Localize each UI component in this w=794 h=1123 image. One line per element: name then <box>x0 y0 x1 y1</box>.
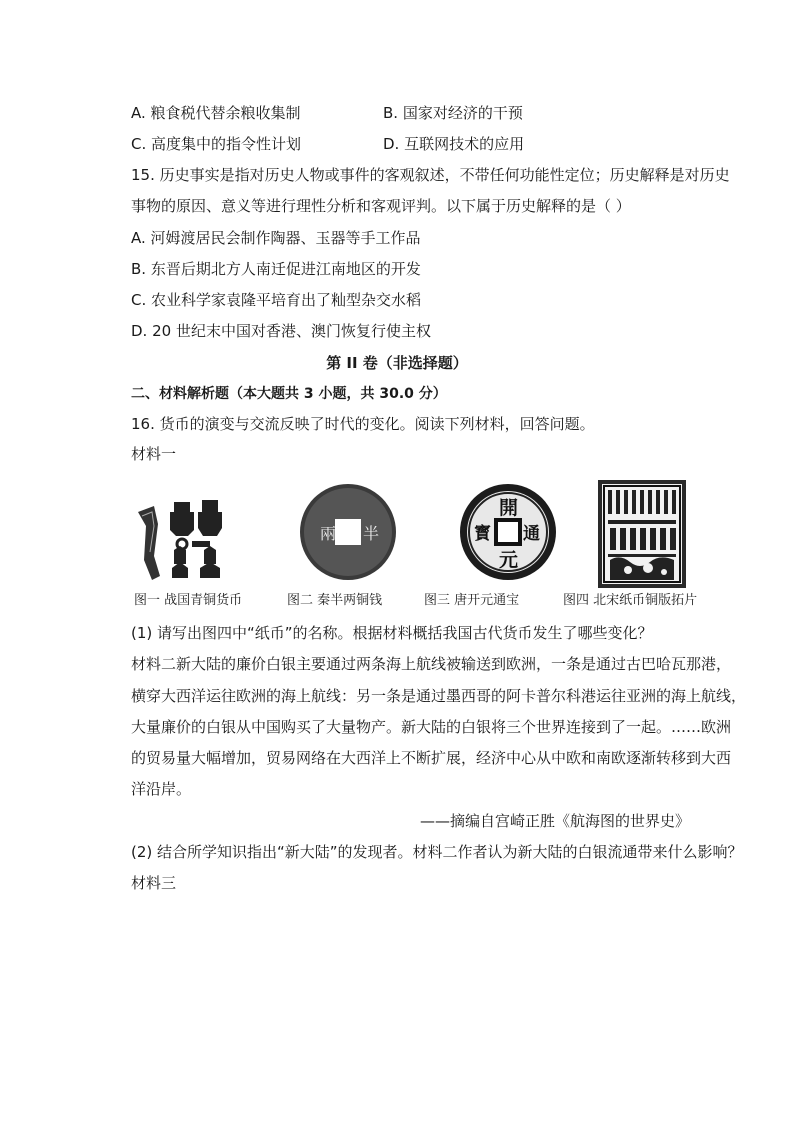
ban-liang-coin-figure <box>296 476 400 588</box>
q16-intro: 16. 货币的演变与交流反映了时代的变化。阅读下列材料，回答问题。 <box>131 415 595 433</box>
material1-label: 材料一 <box>131 445 177 463</box>
q14-option-a: A. 粮食税代替余粮收集制 <box>131 104 301 122</box>
coin-char: 半 <box>363 524 380 543</box>
q16-subquestion-1: (1) 请写出图四中“纸币”的名称。根据材料概括我国古代货币发生了哪些变化？ <box>131 624 653 642</box>
section-heading: 二、材料解析题（本大题共 3 小题，共 30.0 分） <box>131 386 447 402</box>
q15-option-a: A. 河姆渡居民会制作陶器、玉器等手工作品 <box>131 229 421 247</box>
q15-option-d: D. 20 世纪末中国对香港、澳门恢复行使主权 <box>131 322 431 340</box>
coin-char: 寳 <box>474 524 491 544</box>
q15-option-b: B. 东晋后期北方人南迁促进江南地区的开发 <box>131 260 421 278</box>
material2-line: 大量廉价的白银从中国购买了大量物产。新大陆的白银将三个世界连接到了一起。……欧洲 <box>131 718 732 736</box>
q14-option-c: C. 高度集中的指令性计划 <box>131 135 302 153</box>
section-title: 第 II 卷（非选择题） <box>326 354 468 372</box>
material2-source: ——摘编自宫崎正胜《航海图的世界史》 <box>419 812 690 830</box>
figure3-caption: 图三 唐开元通宝 <box>424 593 520 608</box>
material2-line: 的贸易量大幅增加，贸易网络在大西洋上不断扩展，经济中心从中欧和南欧逐渐转移到大西 <box>131 749 732 767</box>
coin-char: 元 <box>499 549 519 571</box>
material3-label: 材料三 <box>131 874 177 892</box>
kaiyuan-coin-figure <box>456 476 560 588</box>
q16-subquestion-2: (2) 结合所学知识指出“新大陆”的发现者。材料二作者认为新大陆的白银流通带来什么影响？ <box>131 843 743 861</box>
coin-char: 通 <box>523 524 540 544</box>
bronze-coins-figure <box>132 476 262 588</box>
q14-option-d: D. 互联网技术的应用 <box>383 135 525 153</box>
q15-option-c: C. 农业科学家袁隆平培育出了籼型杂交水稻 <box>131 291 422 309</box>
material2-line: 材料二新大陆的廉价白银主要通过两条海上航线被输送到欧洲，一条是通过古巴哈瓦那港， <box>131 655 732 673</box>
figure2-caption: 图二 秦半两铜钱 <box>287 593 383 608</box>
q15-stem-line2: 事物的原因、意义等进行理性分析和客观评判。以下属于历史解释的是（ ） <box>131 197 631 215</box>
figure4-caption: 图四 北宋纸币铜版拓片 <box>563 593 698 608</box>
q15-stem-line1: 15. 历史事实是指对历史人物或事件的客观叙述，不带任何功能性定位；历史解释是对历史 <box>131 166 730 184</box>
q14-option-b: B. 国家对经济的干预 <box>383 104 523 122</box>
paper-money-rubbing-figure <box>598 480 686 588</box>
material2-line: 横穿大西洋运往欧洲的海上航线：另一条是通过墨西哥的阿卡普尔科港运往亚洲的海上航线， <box>131 687 747 705</box>
figure1-caption: 图一 战国青铜货币 <box>134 593 243 608</box>
coin-char: 開 <box>499 497 519 519</box>
coin-char: 兩 <box>320 524 337 543</box>
material2-line: 洋沿岸。 <box>131 780 192 798</box>
